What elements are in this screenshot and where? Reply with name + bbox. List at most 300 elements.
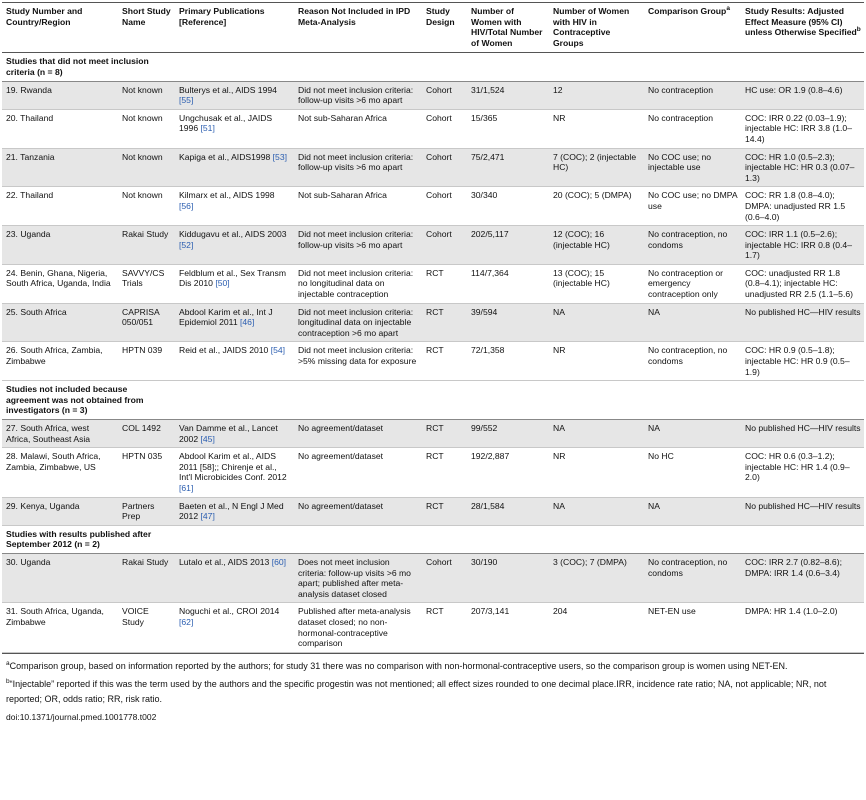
section-empty-cell bbox=[467, 381, 549, 420]
cell-total bbox=[467, 303, 549, 342]
reference-link[interactable]: [46] bbox=[240, 317, 255, 328]
cell-groups-text: 204 bbox=[553, 606, 568, 617]
section-empty-cell bbox=[467, 53, 549, 81]
section-empty-cell bbox=[467, 525, 549, 553]
cell-total-text: 202/5,117 bbox=[471, 229, 509, 240]
cell-reason-text: Did not meet inclusion criteria: follow-up visits >6 mo apart bbox=[298, 151, 414, 173]
table-row bbox=[2, 81, 864, 109]
cell-total-text: 28/1,584 bbox=[471, 500, 505, 511]
reference-link[interactable]: [52] bbox=[179, 239, 194, 250]
cell-design-text: RCT bbox=[426, 500, 444, 511]
cell-total-text: 99/552 bbox=[471, 423, 498, 433]
cell-short-name-text: Rakai Study bbox=[122, 229, 169, 240]
cell-publication-text: Lutalo et al., AIDS 2013 bbox=[179, 556, 270, 567]
cell-total bbox=[467, 497, 549, 525]
section-empty-cell bbox=[741, 381, 864, 420]
col-header-comparison-text: Comparison Group bbox=[648, 6, 727, 16]
cell-design-text: Cohort bbox=[426, 229, 452, 240]
cell-comparison-text: No COC use; no DMPA use bbox=[648, 190, 738, 211]
cell-comparison bbox=[644, 342, 741, 381]
cell-study-text: 20. Thailand bbox=[6, 112, 54, 123]
section-title: Studies that did not meet inclusion criteria bbox=[6, 56, 149, 77]
reference-link[interactable]: [51] bbox=[200, 123, 215, 134]
section-title-cell bbox=[2, 53, 175, 81]
cell-publication-text: Van Damme et al., Lancet 2002 bbox=[179, 423, 278, 444]
cell-results-text: COC: HR 0.9 (0.5–1.8); injectable HC: HR 0.9 (0.5–1.9) bbox=[745, 345, 850, 377]
cell-design-text: RCT bbox=[426, 267, 444, 278]
cell-publication-text: Bulterys et al., AIDS 1994 bbox=[179, 84, 277, 95]
studies-table bbox=[2, 2, 864, 653]
cell-reason bbox=[294, 81, 422, 109]
cell-groups-text: 20 (COC); 5 (DMPA) bbox=[553, 190, 632, 201]
cell-reason-text: Does not meet inclusion criteria: follow-up visits >6 mo apart; published after meta-analysis dataset closed bbox=[298, 556, 411, 599]
cell-study bbox=[2, 148, 118, 187]
cell-total bbox=[467, 342, 549, 381]
cell-groups bbox=[549, 603, 644, 652]
section-empty-cell bbox=[422, 525, 467, 553]
cell-reason bbox=[294, 553, 422, 602]
cell-results-text: COC: HR 1.0 (0.5–2.3); injectable HC: HR 0.3 (0.07–1.3) bbox=[745, 151, 855, 183]
section-title-cell bbox=[2, 381, 175, 420]
cell-comparison bbox=[644, 303, 741, 342]
table-row bbox=[2, 264, 864, 303]
cell-groups-text: 12 bbox=[553, 84, 563, 95]
cell-groups bbox=[549, 497, 644, 525]
cell-groups-text: NR bbox=[553, 345, 566, 356]
cell-study bbox=[2, 553, 118, 602]
cell-publication bbox=[175, 264, 294, 303]
cell-comparison bbox=[644, 264, 741, 303]
cell-comparison-text: No contraception, no condoms bbox=[648, 345, 728, 367]
reference-link[interactable]: [50] bbox=[215, 278, 230, 289]
section-empty-cell bbox=[175, 525, 294, 553]
cell-publication bbox=[175, 497, 294, 525]
cell-design-text: RCT bbox=[426, 451, 444, 462]
section-empty-cell bbox=[422, 381, 467, 420]
cell-design-text: RCT bbox=[426, 423, 444, 433]
cell-results bbox=[741, 342, 864, 381]
cell-total-text: 30/340 bbox=[471, 190, 498, 201]
cell-reason-text: Did not meet inclusion criteria: follow-up visits >6 mo apart bbox=[298, 229, 414, 250]
cell-publication bbox=[175, 109, 294, 148]
cell-results bbox=[741, 497, 864, 525]
cell-groups bbox=[549, 264, 644, 303]
cell-short-name-text: CAPRISA 050/051 bbox=[122, 306, 160, 328]
cell-short-name bbox=[118, 497, 175, 525]
cell-comparison-text: NA bbox=[648, 423, 660, 433]
footnote-b bbox=[6, 677, 860, 707]
cell-study-text: 29. Kenya, Uganda bbox=[6, 500, 80, 511]
section-count: (n = 2) bbox=[74, 539, 100, 550]
table-row bbox=[2, 187, 864, 226]
col-header-study: Study Number and Country/Region bbox=[2, 3, 118, 53]
cell-short-name bbox=[118, 420, 175, 448]
cell-design bbox=[422, 448, 467, 497]
section-header-row bbox=[2, 525, 864, 553]
cell-groups bbox=[549, 553, 644, 602]
cell-design bbox=[422, 187, 467, 226]
cell-results bbox=[741, 264, 864, 303]
cell-reason-text: Did not meet inclusion criteria: >5% missing data for exposure bbox=[298, 345, 417, 367]
section-empty-cell bbox=[741, 525, 864, 553]
cell-reason-text: No agreement/dataset bbox=[298, 500, 384, 511]
cell-publication bbox=[175, 148, 294, 187]
cell-design bbox=[422, 226, 467, 265]
cell-design-text: RCT bbox=[426, 306, 444, 317]
cell-publication-text: Kilmarx et al., AIDS 1998 bbox=[179, 190, 275, 201]
col-header-total: Number of Women with HIV/Total Number of Women bbox=[467, 3, 549, 53]
cell-results-text: HC use: OR 1.9 (0.8–4.6) bbox=[745, 84, 843, 95]
cell-results-text: No published HC—HIV results bbox=[745, 423, 861, 433]
cell-study-text: 28. Malawi, South Africa, Zambia, Zimbabwe, US bbox=[6, 451, 101, 472]
cell-comparison-text: No contraception bbox=[648, 84, 713, 95]
cell-short-name bbox=[118, 187, 175, 226]
cell-short-name bbox=[118, 226, 175, 265]
cell-total bbox=[467, 187, 549, 226]
doi-text: doi:10.1371/journal.pmed.1001778.t002 bbox=[6, 711, 157, 722]
cell-results-text: No published HC—HIV results bbox=[745, 500, 861, 511]
cell-total-text: 192/2,887 bbox=[471, 451, 510, 462]
cell-results bbox=[741, 109, 864, 148]
cell-study bbox=[2, 81, 118, 109]
cell-study-text: 26. South Africa, Zambia, Zimbabwe bbox=[6, 345, 103, 367]
cell-groups bbox=[549, 420, 644, 448]
cell-reason bbox=[294, 148, 422, 187]
cell-short-name bbox=[118, 342, 175, 381]
cell-results-text: COC: IRR 2.7 (0.82–8.6); DMPA: IRR 1.4 (0.6–3.4) bbox=[745, 556, 842, 578]
cell-reason bbox=[294, 226, 422, 265]
cell-groups bbox=[549, 448, 644, 497]
section-empty-cell bbox=[549, 525, 644, 553]
cell-study-text: 21. Tanzania bbox=[6, 151, 55, 162]
cell-results bbox=[741, 603, 864, 652]
cell-results bbox=[741, 448, 864, 497]
cell-study-text: 24. Benin, Ghana, Nigeria, South Africa, Uganda, India bbox=[6, 267, 111, 289]
cell-design-text: RCT bbox=[426, 345, 444, 356]
cell-design bbox=[422, 342, 467, 381]
cell-publication-text: Feldblum et al., Sex Transm Dis 2010 bbox=[179, 267, 286, 289]
cell-results-text: COC: IRR 1.1 (0.5–2.6); injectable HC: IRR 0.8 (0.4–1.7) bbox=[745, 229, 852, 261]
cell-total-text: 39/594 bbox=[471, 306, 498, 317]
cell-comparison bbox=[644, 226, 741, 265]
cell-total-text: 30/190 bbox=[471, 556, 498, 567]
section-empty-cell bbox=[175, 381, 294, 420]
cell-publication-text: Abdool Karim et al., Int J Epidemiol 2011 bbox=[179, 306, 273, 328]
cell-total-text: 114/7,364 bbox=[471, 267, 509, 278]
cell-comparison bbox=[644, 603, 741, 652]
cell-total bbox=[467, 420, 549, 448]
cell-groups bbox=[549, 226, 644, 265]
cell-study bbox=[2, 264, 118, 303]
cell-total bbox=[467, 264, 549, 303]
cell-study-text: 30. Uganda bbox=[6, 556, 51, 567]
cell-reason-text: Did not meet inclusion criteria: follow-up visits >6 mo apart bbox=[298, 84, 414, 106]
cell-reason bbox=[294, 303, 422, 342]
cell-total bbox=[467, 226, 549, 265]
cell-comparison-text: No contraception, no condoms bbox=[648, 229, 728, 250]
cell-results bbox=[741, 81, 864, 109]
cell-groups bbox=[549, 342, 644, 381]
section-title-cell bbox=[2, 525, 175, 553]
cell-reason-text: Published after meta-analysis dataset closed; no non-hormonal-contraceptive comparison bbox=[298, 606, 411, 649]
cell-total-text: 15/365 bbox=[471, 112, 498, 123]
cell-design-text: RCT bbox=[426, 606, 444, 617]
table-row bbox=[2, 342, 864, 381]
table-row bbox=[2, 420, 864, 448]
cell-design bbox=[422, 264, 467, 303]
cell-total bbox=[467, 109, 549, 148]
cell-groups bbox=[549, 81, 644, 109]
section-empty-cell bbox=[294, 53, 422, 81]
cell-publication-text: Reid et al., JAIDS 2010 bbox=[179, 345, 269, 356]
cell-short-name bbox=[118, 109, 175, 148]
cell-reason bbox=[294, 603, 422, 652]
footnote-a-mark: a bbox=[6, 659, 10, 667]
table-row bbox=[2, 497, 864, 525]
cell-total-text: 31/1,524 bbox=[471, 84, 505, 95]
cell-comparison-text: No contraception bbox=[648, 112, 713, 123]
cell-results-text: COC: RR 1.8 (0.8–4.0); DMPA: unadjusted RR 1.5 (0.6–4.0) bbox=[745, 190, 846, 222]
cell-short-name bbox=[118, 448, 175, 497]
cell-study bbox=[2, 303, 118, 342]
cell-reason-text: Not sub-Saharan Africa bbox=[298, 112, 387, 123]
cell-study bbox=[2, 448, 118, 497]
cell-groups bbox=[549, 148, 644, 187]
cell-comparison bbox=[644, 497, 741, 525]
reference-link[interactable]: [60] bbox=[271, 556, 287, 567]
cell-publication bbox=[175, 342, 294, 381]
cell-total bbox=[467, 553, 549, 602]
cell-groups-text: 7 (COC); 2 (injectable HC) bbox=[553, 151, 637, 173]
cell-results-text: DMPA: HR 1.4 (1.0–2.0) bbox=[745, 606, 838, 617]
cell-study bbox=[2, 226, 118, 265]
cell-short-name-text: Partners Prep bbox=[122, 500, 155, 522]
cell-design-text: Cohort bbox=[426, 112, 452, 123]
cell-short-name-text: Not known bbox=[122, 112, 163, 123]
reference-link[interactable]: [61] bbox=[179, 482, 194, 493]
cell-reason bbox=[294, 264, 422, 303]
cell-publication bbox=[175, 81, 294, 109]
reference-link[interactable]: [54] bbox=[270, 345, 286, 356]
cell-short-name-text: Not known bbox=[122, 190, 163, 201]
cell-reason-text: Did not meet inclusion criteria: longitudinal data on injectable contraception >6 mo apart bbox=[298, 306, 414, 338]
cell-groups bbox=[549, 187, 644, 226]
cell-publication-text: Abdool Karim et al., AIDS 2011 [58];; Chirenje et al., Int'l Microbicides Conf. 2012 bbox=[179, 451, 287, 483]
cell-reason-text: No agreement/dataset bbox=[298, 451, 384, 462]
cell-total bbox=[467, 603, 549, 652]
table-row bbox=[2, 448, 864, 497]
section-empty-cell bbox=[549, 53, 644, 81]
cell-results-text: COC: unadjusted RR 1.8 (0.8–4.1); injectable HC: unadjusted RR 2.5 (1.1–5.6) bbox=[745, 267, 853, 300]
section-empty-cell bbox=[741, 53, 864, 81]
footnote-b-mark: b bbox=[6, 677, 10, 685]
cell-short-name-text: COL 1492 bbox=[122, 423, 161, 433]
cell-short-name bbox=[118, 303, 175, 342]
cell-publication-text: Kiddugavu et al., AIDS 2003 bbox=[179, 229, 287, 240]
cell-short-name-text: Not known bbox=[122, 84, 163, 95]
cell-design-text: Cohort bbox=[426, 151, 452, 162]
cell-design bbox=[422, 81, 467, 109]
cell-total-text: 72/1,358 bbox=[471, 345, 505, 356]
cell-design bbox=[422, 603, 467, 652]
header-row bbox=[2, 3, 864, 53]
cell-design-text: Cohort bbox=[426, 190, 452, 201]
cell-design bbox=[422, 109, 467, 148]
section-empty-cell bbox=[644, 53, 741, 81]
cell-results-text: No published HC—HIV results bbox=[745, 306, 861, 317]
table-row bbox=[2, 148, 864, 187]
reference-link[interactable]: [62] bbox=[179, 616, 194, 627]
cell-publication bbox=[175, 420, 294, 448]
cell-study bbox=[2, 603, 118, 652]
col-header-results bbox=[741, 3, 864, 53]
cell-groups-text: 12 (COC); 16 (injectable HC) bbox=[553, 229, 610, 250]
cell-results-text: COC: HR 0.6 (0.3–1.2); injectable HC: HR 1.4 (0.9–2.0) bbox=[745, 451, 850, 483]
col-header-reason: Reason Not Included in IPD Meta-Analysis bbox=[294, 3, 422, 53]
col-header-design: Study Design bbox=[422, 3, 467, 53]
section-empty-cell bbox=[644, 381, 741, 420]
cell-reason bbox=[294, 109, 422, 148]
footnote-a bbox=[6, 659, 860, 674]
cell-study-text: 31. South Africa, Uganda, Zimbabwe bbox=[6, 606, 104, 627]
cell-comparison bbox=[644, 148, 741, 187]
section-empty-cell bbox=[644, 525, 741, 553]
section-title: Studies not included because agreement was not obtained from investigators bbox=[6, 384, 144, 416]
cell-groups-text: NA bbox=[553, 500, 565, 511]
cell-reason-text: Did not meet inclusion criteria: no longitudinal data on injectable contraception bbox=[298, 267, 414, 300]
col-header-results-text: Study Results: Adjusted Effect Measure (95% CI) unless Otherwise Specified bbox=[745, 6, 857, 38]
cell-publication bbox=[175, 303, 294, 342]
section-empty-cell bbox=[294, 525, 422, 553]
cell-total bbox=[467, 81, 549, 109]
cell-study bbox=[2, 420, 118, 448]
reference-link[interactable]: [45] bbox=[200, 433, 215, 444]
reference-link[interactable]: [47] bbox=[200, 511, 215, 522]
cell-study bbox=[2, 497, 118, 525]
cell-comparison bbox=[644, 420, 741, 448]
cell-groups bbox=[549, 109, 644, 148]
cell-study bbox=[2, 109, 118, 148]
cell-comparison bbox=[644, 81, 741, 109]
reference-link[interactable]: [56] bbox=[179, 200, 194, 211]
cell-design bbox=[422, 303, 467, 342]
cell-study-text: 19. Rwanda bbox=[6, 84, 52, 95]
cell-results bbox=[741, 148, 864, 187]
cell-results bbox=[741, 553, 864, 602]
section-header-row bbox=[2, 53, 864, 81]
cell-publication bbox=[175, 226, 294, 265]
table-row bbox=[2, 109, 864, 148]
section-empty-cell bbox=[422, 53, 467, 81]
cell-reason bbox=[294, 420, 422, 448]
cell-reason-text: No agreement/dataset bbox=[298, 423, 384, 433]
table-row bbox=[2, 226, 864, 265]
cell-comparison bbox=[644, 448, 741, 497]
cell-short-name-text: HPTN 039 bbox=[122, 345, 163, 356]
section-count: (n = 8) bbox=[37, 66, 63, 77]
table-row bbox=[2, 553, 864, 602]
cell-comparison-text: No HC bbox=[648, 451, 674, 462]
cell-comparison-text: No COC use; no injectable use bbox=[648, 151, 712, 173]
cell-study-text: 22. Thailand bbox=[6, 190, 54, 201]
cell-results bbox=[741, 226, 864, 265]
cell-design bbox=[422, 148, 467, 187]
cell-publication-text: Ungchusak et al., JAIDS 1996 bbox=[179, 112, 273, 134]
cell-total-text: 75/2,471 bbox=[471, 151, 505, 162]
table-row bbox=[2, 603, 864, 652]
cell-results bbox=[741, 420, 864, 448]
cell-groups bbox=[549, 303, 644, 342]
table-body bbox=[2, 53, 864, 652]
footnote-b-text: “Injectable” reported if this was the term used by the authors and the specific progestin was not mentioned; all effect sizes rounded to one decimal place.IRR, incidence rate ratio; NA, not applicable; NR, not reported; OR, odds ratio; RR, risk ratio. bbox=[6, 678, 827, 704]
cell-publication bbox=[175, 603, 294, 652]
cell-short-name-text: HPTN 035 bbox=[122, 451, 163, 462]
col-header-comparison bbox=[644, 3, 741, 53]
cell-short-name-text: Not known bbox=[122, 151, 163, 162]
cell-groups-text: 13 (COC); 15 (injectable HC) bbox=[553, 267, 610, 289]
cell-short-name bbox=[118, 148, 175, 187]
cell-reason-text: Not sub-Saharan Africa bbox=[298, 190, 387, 201]
cell-publication-text: Baeten et al., N Engl J Med 2012 bbox=[179, 500, 284, 522]
cell-reason bbox=[294, 342, 422, 381]
cell-publication-text: Kapiga et al., AIDS1998 bbox=[179, 151, 271, 162]
cell-short-name bbox=[118, 264, 175, 303]
cell-comparison bbox=[644, 187, 741, 226]
cell-total bbox=[467, 448, 549, 497]
cell-results bbox=[741, 187, 864, 226]
cell-total-text: 207/3,141 bbox=[471, 606, 510, 617]
cell-study-text: 25. South Africa bbox=[6, 306, 67, 317]
cell-groups-text: NA bbox=[553, 306, 565, 317]
col-header-short-name: Short Study Name bbox=[118, 3, 175, 53]
cell-design bbox=[422, 553, 467, 602]
cell-reason bbox=[294, 448, 422, 497]
cell-comparison bbox=[644, 553, 741, 602]
cell-reason bbox=[294, 187, 422, 226]
section-empty-cell bbox=[175, 53, 294, 81]
section-count: (n = 3) bbox=[61, 405, 88, 416]
cell-design bbox=[422, 497, 467, 525]
cell-short-name-text: Rakai Study bbox=[122, 556, 169, 567]
section-header-row bbox=[2, 381, 864, 420]
col-header-groups: Number of Women with HIV in Contraceptive Groups bbox=[549, 3, 644, 53]
cell-design-text: Cohort bbox=[426, 556, 452, 567]
cell-comparison-text: NA bbox=[648, 500, 660, 511]
cell-results-text: COC: IRR 0.22 (0.03–1.9); injectable HC: IRR 3.8 (1.0–14.4) bbox=[745, 112, 852, 144]
cell-comparison-text: No contraception or emergency contraception only bbox=[648, 267, 723, 300]
cell-groups-text: NR bbox=[553, 451, 566, 462]
cell-short-name-text: VOICE Study bbox=[122, 606, 149, 627]
cell-results bbox=[741, 303, 864, 342]
section-title: Studies with results published after September 2012 bbox=[6, 528, 152, 550]
cell-short-name bbox=[118, 603, 175, 652]
footnotes bbox=[2, 653, 864, 707]
table-row bbox=[2, 303, 864, 342]
cell-comparison-text: NET-EN use bbox=[648, 606, 696, 617]
cell-comparison-text: NA bbox=[648, 306, 660, 317]
cell-publication-text: Noguchi et al., CROI 2014 bbox=[179, 606, 280, 617]
cell-study bbox=[2, 342, 118, 381]
cell-publication bbox=[175, 187, 294, 226]
cell-groups-text: NA bbox=[553, 423, 565, 433]
cell-short-name bbox=[118, 81, 175, 109]
reference-link[interactable]: [53] bbox=[272, 151, 287, 162]
cell-short-name bbox=[118, 553, 175, 602]
cell-reason bbox=[294, 497, 422, 525]
cell-design bbox=[422, 420, 467, 448]
reference-link[interactable]: [55] bbox=[179, 95, 194, 106]
section-empty-cell bbox=[294, 381, 422, 420]
